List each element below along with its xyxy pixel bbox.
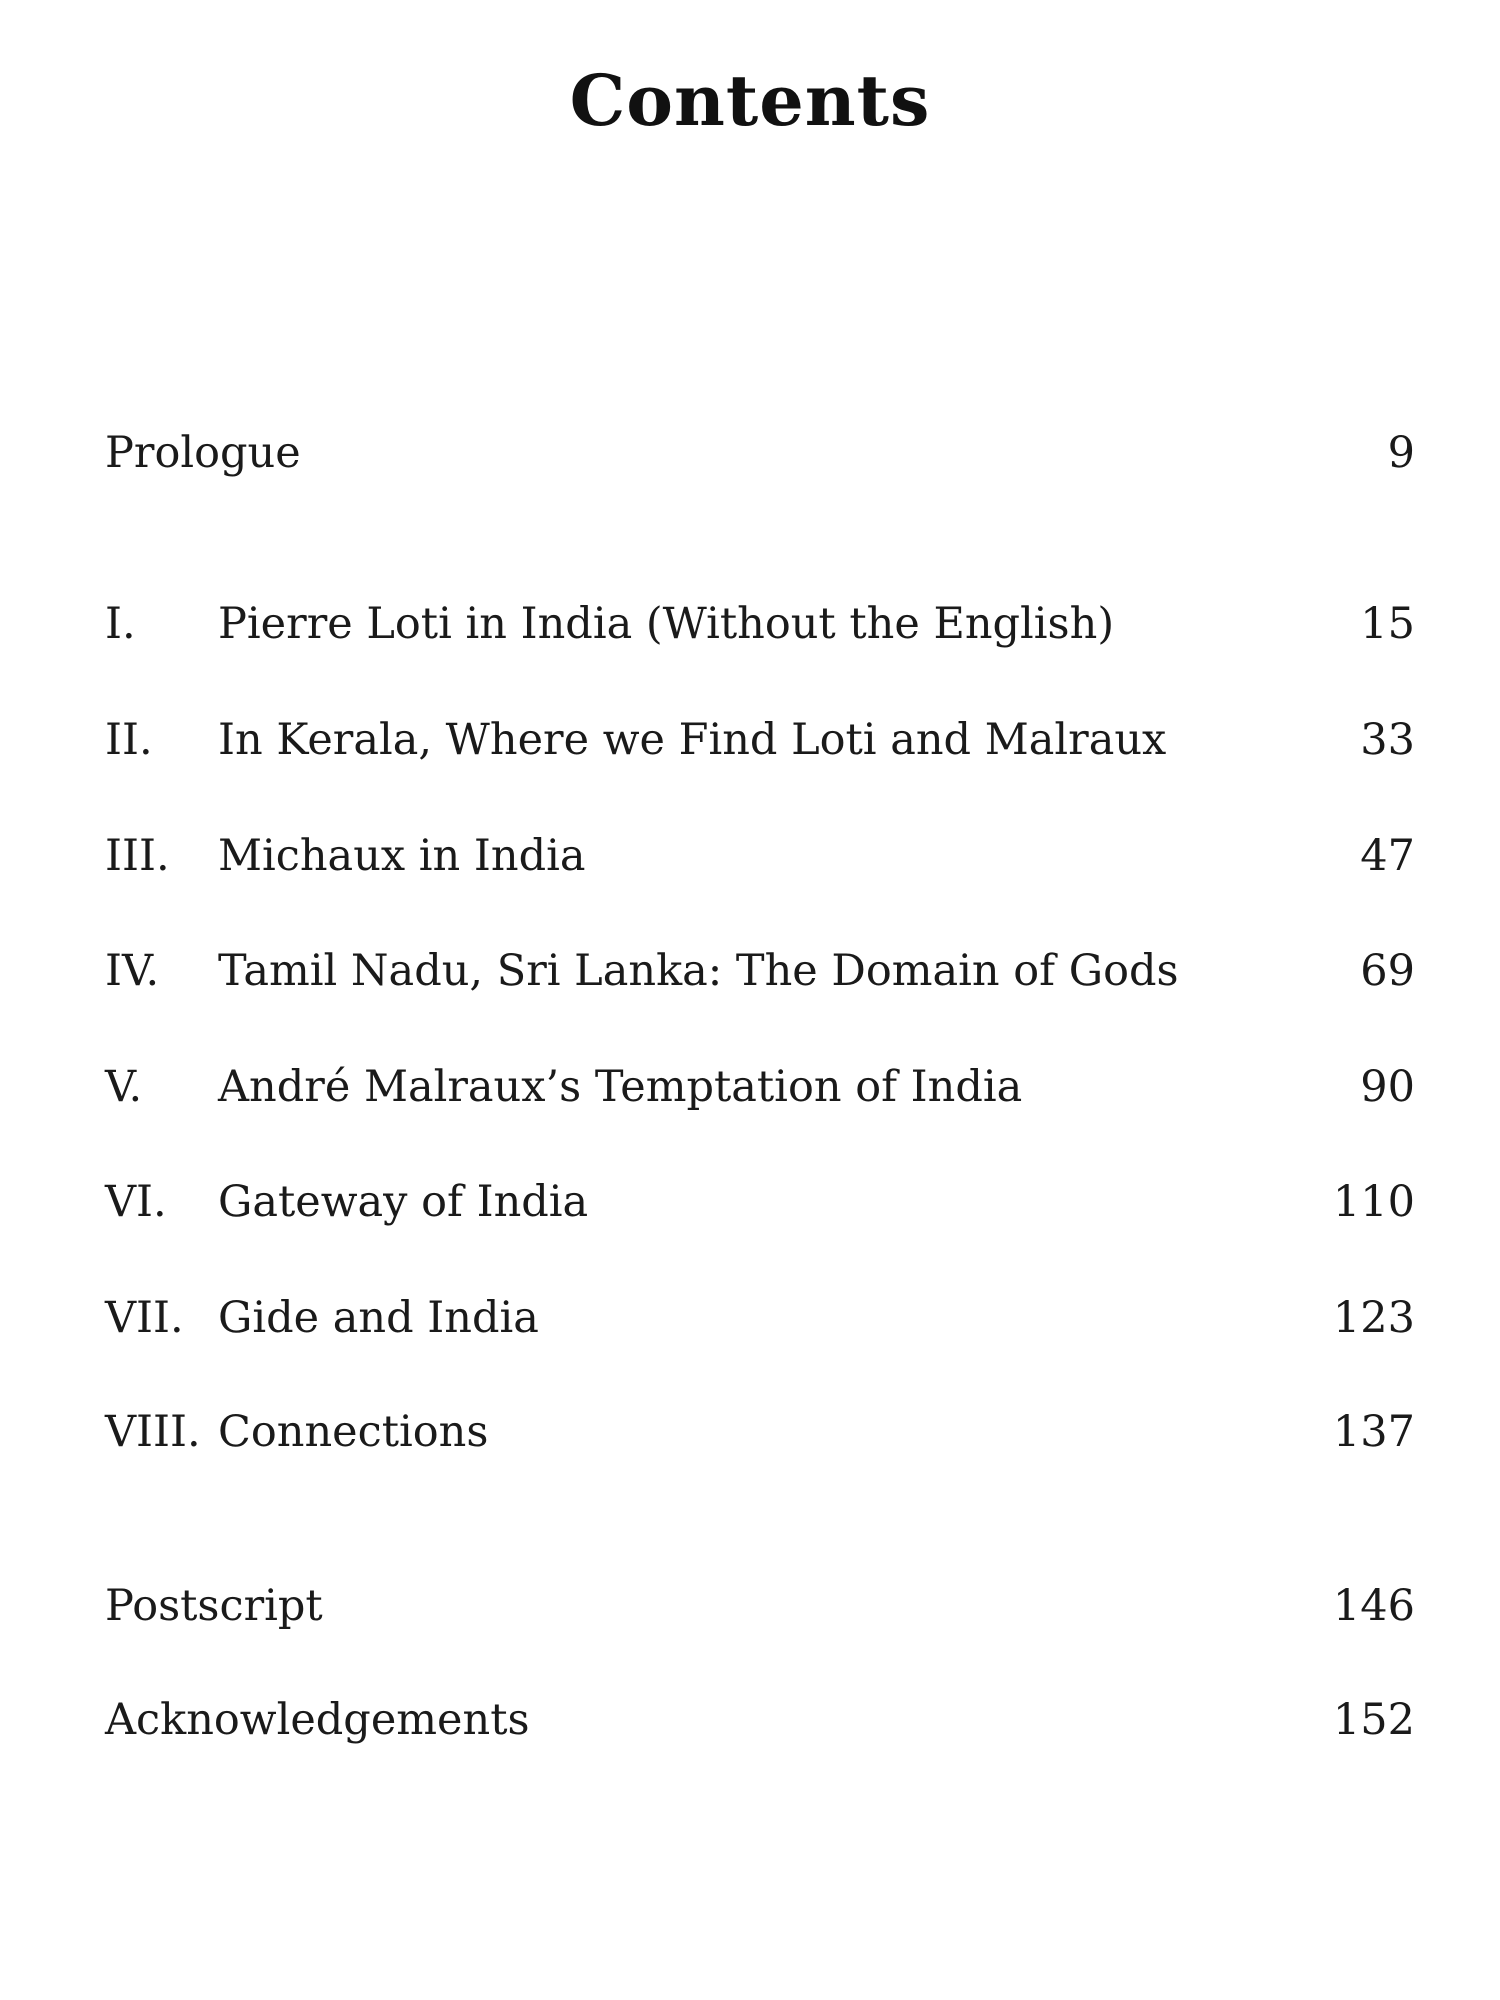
- toc-entry-numeral: VI.: [105, 1177, 167, 1227]
- toc-entry-chapter-2[interactable]: [105, 710, 1415, 770]
- toc-entry-label: Pierre Loti in India (Without the English): [218, 599, 1115, 649]
- toc-entry-label: In Kerala, Where we Find Loti and Malraux: [218, 715, 1167, 765]
- toc-entry-label: André Malraux’s Temptation of India: [218, 1062, 1023, 1112]
- toc-entry-page: 15: [1360, 599, 1415, 649]
- toc-entry-chapter-8[interactable]: [105, 1402, 1415, 1462]
- toc-entry-chapter-5[interactable]: [105, 1057, 1415, 1117]
- toc-entry-label: Tamil Nadu, Sri Lanka: The Domain of Gods: [218, 946, 1179, 996]
- toc-entry-numeral: II.: [105, 715, 153, 765]
- toc-entry-page: 152: [1332, 1695, 1415, 1745]
- toc-entry-label: Postscript: [105, 1581, 323, 1631]
- toc-entry-page: 90: [1360, 1062, 1415, 1112]
- toc-entry-label: Connections: [218, 1407, 489, 1457]
- toc-entry-page: 146: [1332, 1581, 1415, 1631]
- toc-entry-acknowledgements[interactable]: [105, 1690, 1415, 1750]
- toc-entry-page: 123: [1332, 1293, 1415, 1343]
- toc-entry-page: 110: [1332, 1177, 1415, 1227]
- toc-entry-chapter-6[interactable]: [105, 1172, 1415, 1232]
- toc-entry-page: 47: [1360, 831, 1415, 881]
- toc-entry-numeral: VII.: [105, 1293, 184, 1343]
- toc-entry-label: Gide and India: [218, 1293, 539, 1343]
- toc-entry-numeral: VIII.: [105, 1407, 201, 1457]
- toc-entry-numeral: I.: [105, 599, 136, 649]
- toc-entry-page: 137: [1332, 1407, 1415, 1457]
- toc-entry-numeral: III.: [105, 831, 170, 881]
- toc-entry-postscript[interactable]: [105, 1576, 1415, 1636]
- toc-entry-chapter-1[interactable]: [105, 594, 1415, 654]
- toc-entry-page: 9: [1387, 428, 1415, 478]
- toc-entry-numeral: IV.: [105, 946, 160, 996]
- toc-entry-page: 69: [1360, 946, 1415, 996]
- toc-entry-label: Michaux in India: [218, 831, 586, 881]
- page-title: Contents: [569, 59, 931, 142]
- toc-entry-prologue[interactable]: [105, 423, 1415, 483]
- toc-entry-chapter-3[interactable]: [105, 826, 1415, 886]
- toc-entry-label: Gateway of India: [218, 1177, 589, 1227]
- toc-entry-label: Acknowledgements: [105, 1695, 530, 1745]
- toc-entry-numeral: V.: [105, 1062, 143, 1112]
- toc-entry-chapter-4[interactable]: [105, 941, 1415, 1001]
- toc-entry-page: 33: [1360, 715, 1415, 765]
- toc-entry-chapter-7[interactable]: [105, 1288, 1415, 1348]
- toc-entry-label: Prologue: [105, 428, 301, 478]
